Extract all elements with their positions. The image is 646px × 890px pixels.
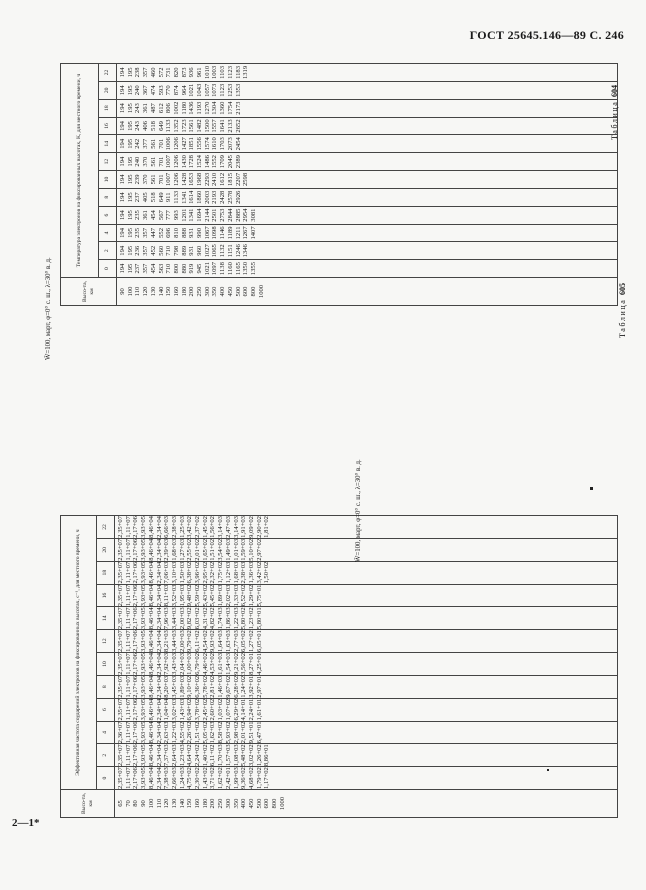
value-column: 2,35+07 1,11+07 2,17+06 3,93+05 8,46+04 2,34+04 7,96+03 3,44+03 2,00+03 9,82+02 6,03+02 4,31+02 4,82+02 1,74+03 1,86+03 1,22+03 5,80+02 1,23+02 5,80+01	[115, 607, 618, 630]
page-footer: 2—1*	[12, 817, 40, 829]
header-cell-hour: 18	[97, 561, 115, 584]
header-cell-hour: 4	[99, 224, 117, 242]
header-cell-hour: 16	[99, 117, 117, 135]
header-cell-hour: 12	[97, 630, 115, 653]
page-header: ГОСТ 25645.146—89 С. 246	[469, 28, 624, 42]
value-column: 2,35+07 1,11+07 2,17+06 3,93+05 8,46+04 2,34+04 6,66+03 2,38+03 1,25+03 3,42+02 2,37+02 1,45+02 1,56+02 3,14+03 2,47+03 3,14+03 1,91+03 9,09+02 2,90+02 1,81+02	[115, 516, 618, 539]
header-cell-hour: 22	[97, 516, 115, 539]
value-column: 194 195 236 357 452 560 710 798 889 931 960 1027 1065 1132 1151 1246 1346	[117, 242, 618, 260]
value-column: 194 195 237 357 454 563 710 800 880 919 945 1021 1097 1138 1160 1165 1350 1355	[117, 260, 618, 278]
value-column: 2,35+07 1,11+07 2,17+06 3,93+05 8,46+04 2,34+04 1,04+04 3,02+03 1,43+03 6,94+02 3,78+02 2,45+02 2,60+02 1,03+02 1,07+02 6,29+02 4,14+01 2,24+01 1,61+01	[115, 698, 618, 721]
header-cell-hour: 20	[99, 81, 117, 99]
header-cell-hour: 14	[99, 135, 117, 153]
height-column: 65 70 80 90 100 110 120 130 140 150 160 180 200 250 300 350 400 450 500 600 800 1000	[115, 790, 618, 818]
table-604-block	[60, 63, 618, 306]
value-column: 194 195 240 367 474 593 770 874 964 1021 1043 1057 1073 1123 1253 1353	[117, 81, 618, 99]
header-cell-height: Высо-та, км	[61, 790, 115, 818]
header-cell-hour: 0	[99, 260, 117, 278]
value-column: 194 195 239 370 561 701 1007 1206 1428 1653 1968 2293 2410 1612 1815 2207 2598	[117, 171, 618, 189]
header-cell-hour: 22	[99, 64, 117, 82]
header-cell-hour: 20	[97, 538, 115, 561]
header-cell-height: Высо-та, км	[61, 278, 117, 306]
value-column: 194 195 243 361 487 612 806 1002 1180 1436 1193 1270 1304 1360 1754 2173	[117, 99, 618, 117]
print-mark	[547, 769, 549, 771]
header-cell-hour: 12	[99, 153, 117, 171]
height-column: 90 100 110 120 130 140 150 160 180 200 250 300 350 400 450 500 600 800 1000	[117, 278, 618, 306]
header-cell-hour: 10	[99, 171, 117, 189]
table-604-title: Таблица 604	[610, 84, 619, 140]
header-cell-hour: 6	[99, 206, 117, 224]
header-cell-hour: 8	[97, 675, 115, 698]
value-column: 2,36+07 1,11+07 2,17+06 3,93+05 8,46+04 2,34+04 2,63+03 1,22+03 4,55+02 2,26+02 1,51+02 5,05+02 1,62+03 8,58+02 5,93+02 2,98+02 2,01+02 9,51+01 6,47+01	[115, 721, 618, 744]
header-cell-hour: 16	[97, 584, 115, 607]
value-column: 2,35+07 1,11+07 2,17+06 3,93+05 8,46+04 2,34+04 8,11+03 3,52+03 1,95+03 9,48+02 5,59+02 5,43+02 5,45+02 1,89+03 2,02+03 1,33+03 6,52+02 1,29+02 5,75+01	[115, 584, 618, 607]
value-column: 194 195 243 406 518 649 1133 1352 1723 1561 1482 1500 1557 1641 2133 2652	[117, 117, 618, 135]
table-604-caption: Температура электронов на фиксированных высотах, K, для местного времени, ч	[61, 64, 99, 278]
value-column: 194 195 240 370 561 701 1007 1206 1430 1728 1524 1486 1552 1709 2045 2389	[117, 153, 618, 171]
table-605-caption: Эффективная частота соударений электронов на фиксированных высотах, с⁻¹, для местного времени, ч	[61, 516, 97, 790]
value-column: 2,35+07 1,11+07 2,17+06 3,93+05 8,46+04 2,34+04 8,21+03 3,44+03 2,00+03 9,79+02 6,11+02 4,54+02 9,93+02 1,64+03 1,63+03 2,77+03 6,05+02 1,27+02 6,05+01	[115, 630, 618, 653]
print-mark	[590, 487, 593, 490]
header-cell-hour: 10	[97, 653, 115, 676]
value-column: 2,35+07 1,11+07 2,17+06 3,93+05 8,46+04 2,34+04 8,20+03 3,45+03 1,89+03 9,10+02 6,36+02 5,78+02 2,81+02 1,46+03 9,67+02 6,28+02 1,24+02 3,92+01 2,97+01	[115, 675, 618, 698]
value-column: 2,35+07 1,11+07 2,17+06 3,93+05 8,46+04 2,34+04 7,37+03 2,64+03 1,23+03 4,64+02 2,24+02 1,40+02 6,11+02 1,70+03 1,57+03 1,08+03 5,48+02 3,02+02 1,26+02 8,86+01	[115, 744, 618, 767]
value-column: 2,35+07 1,11+07 2,17+06 3,93+05 8,46+04 2,34+04 7,92+03 3,43+03 2,04+03 1,00+03 6,79+02 4,46+02 4,53+02 1,61+03 1,54+03 9,21+02 3,56+02 8,27+01 4,25+01	[115, 653, 618, 676]
value-column: 2,35+07 1,11+07 2,17+06 3,93+05 8,46+04 2,34+04 7,38+03 2,66+03 1,24+03 4,75+02 2,30+02 1,43+02 3,71+02 1,62+02 2,42+01 1,99+03 9,36+02 4,68+02 1,79+02 1,17+02	[115, 767, 618, 790]
header-cell-hour: 2	[97, 744, 115, 767]
table-605-block	[60, 515, 618, 818]
header-cell-hour: 14	[97, 607, 115, 630]
value-column: 194 195 242 377 561 701 1006 1206 1427 1851 1556 1574 1610 1703 2073 2454	[117, 135, 618, 153]
value-column: 2,35+07 1,11+07 2,17+06 3,93+05 8,46+04 2,34+04 7,06+03 3,10+03 1,50+03 6,38+02 3,96+02 2,95+02 2,32+02 1,75+02 1,12+03 1,68+03 2,38+03 1,36+03 3,42+02 1,50+02	[115, 561, 618, 584]
value-column: 194 195 235 357 447 552 696 810 888 931 990 1067 1098 1146 1189 1211 1267 1407	[117, 224, 618, 242]
value-column: 194 195 235 361 454 567 777 993 1201 1341 1694 2144 2501 2753 2844 2885 2954 3081	[117, 206, 618, 224]
header-cell-hour: 6	[97, 698, 115, 721]
value-column: 194 195 237 405 518 649 911 1133 1341 1614 1860 2003 2193 2428 2578 2926	[117, 188, 618, 206]
table-605	[60, 515, 618, 818]
value-column: 194 195 238 357 460 572 731 820 873 936 961 1010 1003 1103 1123 1183 1319	[117, 64, 618, 82]
header-cell-hour: 2	[99, 242, 117, 260]
header-cell-hour: 8	[99, 188, 117, 206]
table-605-condition: W̄=100, март, φ=0° с. ш., λ=30° в. д.	[355, 459, 362, 562]
header-cell-hour: 18	[99, 99, 117, 117]
header-cell-hour: 0	[97, 767, 115, 790]
value-column: 2,35+07 1,11+07 2,17+06 3,93+05 8,46+04 2,34+04 2,39+03 1,68+03 1,27+03 2,55+02 2,01+02 1,65+02 1,51+02 3,54+02 1,49+03 1,01+03 1,59+03 5,10+02 2,97+02	[115, 538, 618, 561]
table-605-title: Таблица 605	[618, 282, 627, 338]
table-604	[60, 63, 618, 306]
header-cell-hour: 4	[97, 721, 115, 744]
table-604-condition: W̄=100, март, φ=0° с. ш., λ=30° в. д.	[45, 257, 52, 360]
